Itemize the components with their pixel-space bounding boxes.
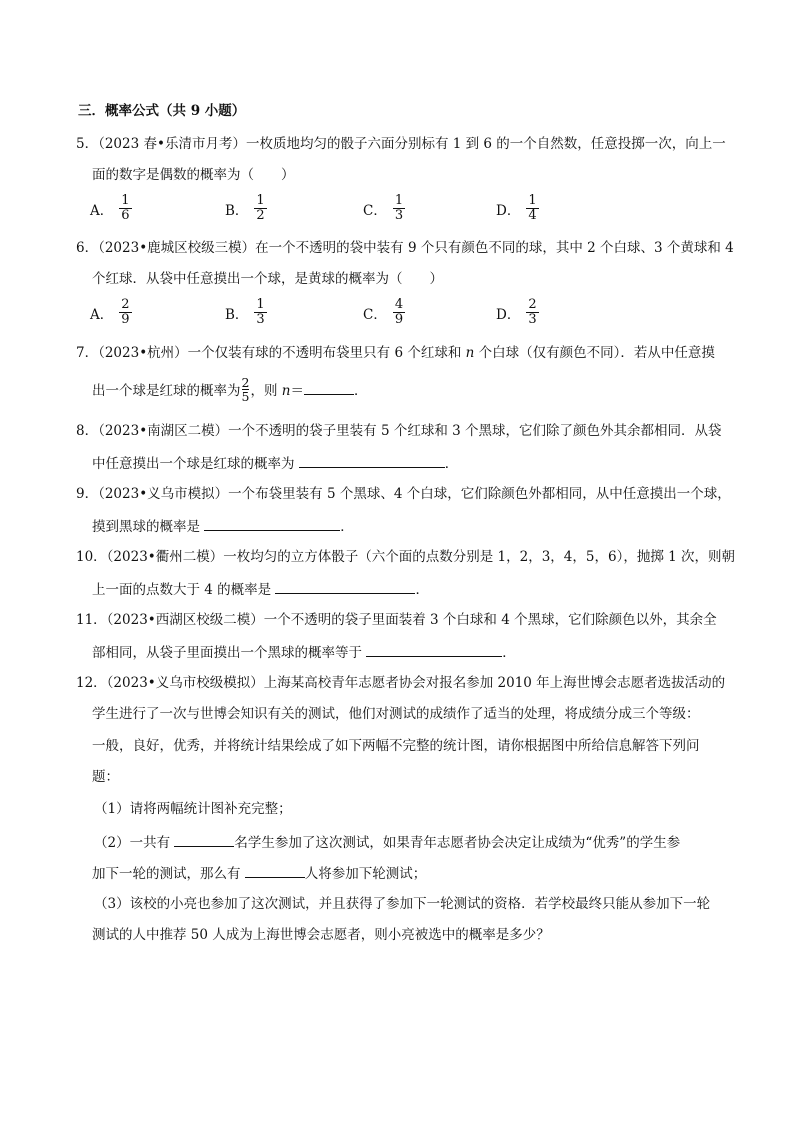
fraction	[526, 298, 538, 327]
q12-sub2-text-b: 名学生参加了这次测试，如果青年志愿者协会决定让成绩为“优秀”的学生参	[234, 835, 681, 851]
q8-line2	[92, 452, 458, 474]
frac-den: 6	[121, 208, 130, 223]
frac-den: 3	[256, 312, 265, 327]
q12-line1: 12．（2023•义乌市校级模拟）上海某高校青年志愿者协会对报名参加 2010 年上海世博会志愿者选拔活动的	[76, 675, 726, 691]
option-label: D．	[496, 202, 521, 219]
option-label: A．	[90, 306, 114, 323]
q11-text: 部相同，从袋子里面摸出一个黑球的概率等于	[92, 645, 367, 661]
frac-num: 1	[256, 193, 265, 208]
q10-line2	[92, 578, 429, 600]
q12-line2: 学生进行了一次与世博会知识有关的测试，他们对测试的成绩作了适当的处理，将成绩分成三个等级：	[92, 706, 700, 722]
q9-end: ．	[340, 519, 354, 535]
q6-option-c	[363, 298, 405, 327]
q7-text-c: 出一个球是红球的概率为	[92, 383, 241, 399]
fraction	[119, 194, 131, 223]
frac-num: 1	[528, 193, 537, 208]
q9-line2	[92, 515, 354, 537]
frac-den: 3	[528, 312, 537, 327]
q11-line2	[92, 641, 516, 663]
q6-option-b	[225, 298, 267, 327]
option-label: A．	[90, 202, 114, 219]
q7-fraction	[242, 376, 250, 403]
frac-den: 4	[528, 208, 537, 223]
q9-line1: 9．（2023•义乌市模拟）一个布袋里装有 5 个黑球、4 个白球，它们除颜色外都相同，从中任意摸出一个球，	[76, 486, 731, 502]
q12-sub2	[94, 831, 680, 853]
q7-text-a: 7．（2023•杭州）一个仅装有球的不透明布袋里只有 6 个红球和	[76, 345, 466, 361]
frac-num: 2	[241, 375, 250, 390]
frac-num: 1	[121, 193, 130, 208]
frac-num: 4	[394, 297, 404, 312]
answer-blank[interactable]	[366, 641, 502, 657]
q12-sub2-line2	[92, 862, 426, 884]
fraction	[526, 194, 538, 223]
q10-text: 上一面的点数大于 4 的概率是	[92, 582, 276, 598]
q12-line3: 一般，良好，优秀，并将统计结果绘成了如下两幅不完整的统计图，请你根据图中所给信息解答下列问	[92, 738, 700, 754]
q12-sub2-text-d: 人将参加下轮测试；	[304, 866, 427, 882]
q7-line2	[92, 375, 368, 405]
q12-sub2-text-c: 加下一轮的测试，那么有	[92, 866, 245, 882]
q6-line1: 6．（2023•鹿城区校级三模）在一个不透明的袋中装有 9 个只有颜色不同的球，其中 2 个白球、3 个黄球和 4	[76, 240, 734, 256]
q12-sub2-text-a: （2）一共有	[94, 835, 175, 851]
q6-option-d	[496, 298, 539, 327]
frac-den: 2	[256, 208, 265, 223]
q5-option-c	[363, 194, 405, 223]
q8-text: 中任意摸出一个球是红球的概率为	[92, 456, 299, 472]
answer-blank[interactable]	[275, 578, 415, 594]
answer-blank[interactable]	[304, 379, 354, 395]
frac-num: 2	[121, 297, 130, 312]
answer-blank[interactable]	[299, 452, 445, 468]
frac-den: 3	[394, 208, 404, 223]
q6-option-a	[90, 298, 132, 327]
q7-var-n-2: n	[281, 383, 291, 399]
q7-var-n: n	[465, 345, 475, 361]
fraction	[119, 298, 131, 327]
q11-line1: 11．（2023•西湖区校级二模）一个不透明的袋子里面装着 3 个白球和 4 个黑球，它们除颜色以外，其余全	[76, 612, 717, 628]
q7-equals: ＝	[290, 383, 304, 399]
option-label: D．	[496, 306, 521, 323]
section-title: 三．概率公式（共 9 小题）	[78, 103, 246, 119]
frac-den: 9	[394, 312, 404, 327]
option-label: C．	[363, 306, 387, 323]
q5-option-b	[225, 194, 267, 223]
frac-num: 2	[528, 297, 537, 312]
q12-line4: 题：	[92, 769, 119, 785]
q5-option-a	[90, 194, 132, 223]
fraction	[393, 298, 405, 327]
fraction	[254, 298, 266, 327]
q12-sub3-line2: 测试的人中推荐 50 人成为上海世博会志愿者，则小亮被选中的概率是多少？	[92, 927, 550, 943]
q12-sub3-line1: （3）该校的小亮也参加了这次测试，并且获得了参加下一轮测试的资格．若学校最终只能从参加下一轮	[94, 896, 711, 912]
frac-num: 1	[394, 193, 404, 208]
fraction	[393, 194, 405, 223]
answer-blank[interactable]	[174, 831, 234, 847]
answer-blank[interactable]	[245, 862, 305, 878]
option-label: B．	[225, 306, 249, 323]
q8-line1: 8．（2023•南湖区二模）一个不透明的袋子里装有 5 个红球和 3 个黑球，它们除了颜色外其余都相同．从袋	[76, 423, 722, 439]
fraction	[254, 194, 266, 223]
q11-end: ．	[502, 645, 516, 661]
q5-line1: 5．（2023 春•乐清市月考）一枚质地均匀的骰子六面分别标有 1 到 6 的一个自然数，任意投掷一次，向上一	[76, 136, 726, 152]
q7-line1	[76, 343, 715, 363]
q5-option-d	[496, 194, 539, 223]
option-label: B．	[225, 202, 249, 219]
q7-text-d: ，则	[250, 383, 282, 399]
q10-line1: 10．（2023•衢州二模）一枚均匀的立方体骰子（六个面的点数分别是 1，2，3，4，5，6），抛掷 1 次，则朝	[76, 549, 735, 565]
q5-line2: 面的数字是偶数的概率为（ ）	[92, 167, 295, 183]
q7-end: ．	[353, 383, 368, 399]
frac-den: 9	[121, 312, 130, 327]
q6-line2: 个红球．从袋中任意摸出一个球，是黄球的概率为（ ）	[92, 271, 443, 287]
q8-end: ．	[444, 456, 459, 472]
q12-sub1: （1）请将两幅统计图补充完整；	[94, 801, 292, 817]
frac-num: 1	[256, 297, 265, 312]
option-label: C．	[363, 202, 387, 219]
frac-den: 5	[241, 389, 250, 404]
q9-text: 摸到黑球的概率是	[92, 519, 205, 535]
q10-end: ．	[415, 582, 429, 598]
answer-blank[interactable]	[204, 515, 340, 531]
q7-text-b: 个白球（仅有颜色不同）．若从中任意摸	[474, 345, 715, 361]
